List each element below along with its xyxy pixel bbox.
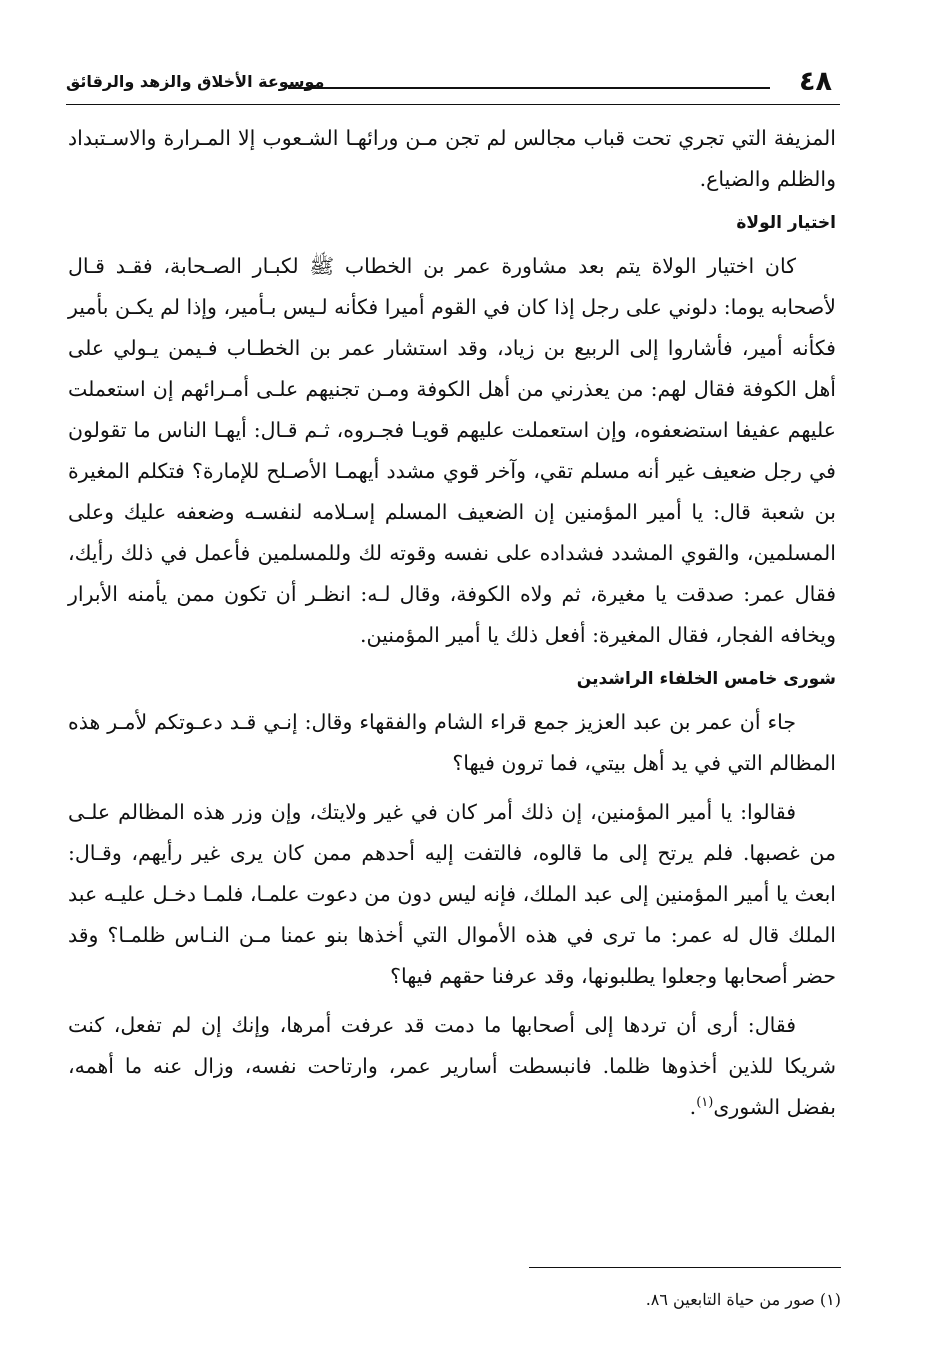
paragraph-abdulmalik-reply	[68, 1005, 836, 1128]
footnote-reference[interactable]: (١)	[696, 1095, 714, 1111]
paragraph-governors: كان اختيار الولاة يتم بعد مشاورة عمر بن الخطاب ﷺ لكبـار الصـحابة، فقـد قـال لأصحابه يوما: دلوني على رجل إذا كان في القوم أميرا فكأنه لـيس بـأمير، وإذا لم يكـن بأمير فكأنه أمير، فأشاروا إلى الربيع بن زياد، وقد استشار عمر بن الخطـاب فـيمن يـولي على أهل الكوفة فقال لهم: من يعذرني من أهل الكوفة ومـن تجنيهم علـى أمـرائهم إن استعملت عليهم عفيفا استضعفوه، وإن استعملت عليهم قويـا فجـروه، ثـم قـال: أيهـا الناس ما تقولون في رجل ضعيف غير أنه مسلم تقي، وآخر قوي مشدد أيهمـا الأصـلح للإمارة؟ فتكلم المغيرة بن شعبة قال: يا أمير المؤمنين إن الضعيف المسلم إسـلامه لنفسـه وضعفه عليك وعلى المسلمين، والقوي المشدد فشداده على نفسه وقوته لك وللمسلمين فأعمل في ذلك رأيك، فقال عمر: صدقت يا مغيرة، ثم ولاه الكوفة، وقال لـه: انظـر أن تكون ممن يأمنه الأبرار ويخافه الفجار، فقال المغيرة: أفعل ذلك يا أمير المؤمنين.	[68, 254, 836, 647]
paragraph-end-mark: .	[689, 1095, 697, 1119]
footnote-divider	[529, 1267, 841, 1268]
page-header	[66, 62, 840, 102]
paragraph-abdulmalik-text: فقال: أرى أن تردها إلى أصحابها ما دمت قد عرفت أمرها، وإنك إن لم تفعل، كنت شريكا للذين أخذوها ظلما. فانبسطت أسارير عمر، وارتاحت نفسه، وزال عنه ما أهمه، بفضل الشورى	[68, 1013, 836, 1119]
book-title: موسوعة الأخلاق والزهد والرقائق	[66, 72, 325, 91]
paragraph-scholars-reply: فقالوا: يا أمير المؤمنين، إن ذلك أمر كان في غير ولايتك، وإن وزر هذه المظالم علـى من غصبها. فلم يرتح إلى ما قالوه، فالتفت إليه أحدهم ممن كان يرى غير رأيهم، وقـال: ابعث يا أمير المؤمنين إلى عبد الملك، فإنه ليس دون من دعوت علمـا، فلمـا دخـل عليـه عبد الملك قال له عمر: ما ترى في هذه الأموال التي أخذها بنو عمنا مـن النـاس ظلمـا؟ وقد حضر أصحابها وجعلوا يطلبونها، وقد عرفنا حقهم فيها؟	[68, 800, 836, 988]
footnote: (١) صور من حياة التابعين ٨٦.	[645, 1290, 841, 1309]
header-rule	[66, 104, 840, 105]
main-content	[68, 118, 836, 1136]
section-heading-shura: شورى خامس الخلفاء الراشدين	[576, 669, 836, 689]
header-divider	[288, 87, 770, 89]
intro-paragraph: المزيفة التي تجري تحت قباب مجالس لم تجن مـن ورائهـا الشـعوب إلا المـرارة والاسـتبداد والظلم والضياع.	[68, 126, 836, 191]
section-heading-governors: اختيار الولاة	[736, 213, 836, 233]
page-number: ٤٨	[799, 66, 832, 97]
paragraph-umar-assembly: جاء أن عمر بن عبد العزيز جمع قراء الشام والفقهاء وقال: إنـي قـد دعـوتكم لأمـر هذه المظالم التي في يد أهل بيتي، فما ترون فيها؟	[68, 710, 836, 775]
